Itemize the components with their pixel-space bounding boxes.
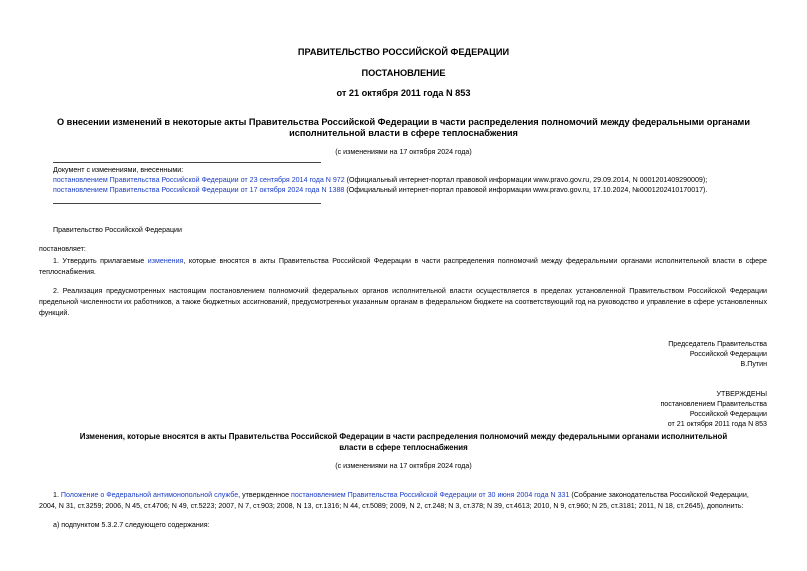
signature-position: Председатель Правительства xyxy=(668,340,767,348)
approved-date: от 21 октября 2011 года N 853 xyxy=(667,420,767,428)
amendment-link-2014[interactable]: постановлением Правительства Российской Федерации от 23 сентября 2014 года N 972 xyxy=(53,176,345,184)
government-heading: ПРАВИТЕЛЬСТВО РОССИЙСКОЙ ФЕДЕРАЦИИ xyxy=(297,47,510,57)
signature-country: Российской Федерации xyxy=(689,350,767,358)
decree-331-link[interactable]: постановлением Правительства Российской Федерации от 30 июня 2004 года N 331 xyxy=(290,491,570,499)
approved-by: постановлением Правительства xyxy=(660,400,767,408)
changes-intro: Документ с изменениями, внесенными: xyxy=(53,166,184,174)
subparagraph-a: а) подпунктом 5.3.2.7 следующего содержания: xyxy=(53,521,210,529)
changes-link[interactable]: изменения xyxy=(147,257,184,265)
changes-paragraph-1-line1: 1. Положение о Федеральной антимонопольной службе, утвержденное постановлением Правительства Российской Федерации от 30 июня 2004 года N 331 (Собрание законодательства Российской Федерации, xyxy=(53,491,749,499)
divider-bottom xyxy=(53,203,321,204)
document-title-line1: О внесении изменений в некоторые акты Правительства Российской Федерации в части распределения полномочий между федеральными органами xyxy=(56,117,751,127)
approved-country: Российской Федерации xyxy=(689,410,767,418)
signature-name: В.Путин xyxy=(740,360,767,368)
approved-heading: УТВЕРЖДЕНЫ xyxy=(716,390,767,398)
divider-top xyxy=(53,162,321,163)
edition-note: (с изменениями на 17 октября 2024 года) xyxy=(335,148,472,156)
paragraph-2: 2. Реализация предусмотренных настоящим постановлением полномочий федеральных органов исполнительной власти осуществляется в пределах установленной Правительством Российской Федерации предельной численности их работников, а также бюджетных ассигнований, предусмотренных указанным органам в федеральном бюджете на соответствующий год на руководство и управление в сфере установленных функций. xyxy=(39,287,767,317)
changes-item-1: постановлением Правительства Российской Федерации от 23 сентября 2014 года N 972 (Официальный интернет-портал правовой информации www.pravo.gov.ru, 29.09.2014, N 0001201409290009); xyxy=(53,176,708,184)
document-type: ПОСТАНОВЛЕНИЕ xyxy=(361,68,446,78)
decrees-word: постановляет: xyxy=(39,245,86,253)
amendment-link-2024[interactable]: постановлением Правительства Российской Федерации от 17 октября 2024 года N 1388 xyxy=(53,186,345,194)
changes-item-2: постановлением Правительства Российской Федерации от 17 октября 2024 года N 1388 (Официальный интернет-портал правовой информации www.pravo.gov.ru, 17.10.2024, №0001202410170017). xyxy=(53,186,708,194)
changes-edition-note: (с изменениями на 17 октября 2024 года) xyxy=(335,462,472,470)
changes-title-line2: власти в сфере теплоснабжения xyxy=(339,443,468,452)
document-title-line2: исполнительной власти в сфере теплоснабжения xyxy=(289,128,518,138)
changes-paragraph-1-line2: 2004, N 31, ст.3259; 2006, N 45, ст.4706; N 49, ст.5223; 2007, N 7, ст.903; 2008, N 13, ст.1316; N 44, ст.5089; 2009, N 2, ст.248; N 3, ст.378; N 39, ст.4613; 2010, N 9, ст.960; N 25, ст.3181; 2011, N 18, ст.2645), дополнить: xyxy=(39,502,744,510)
changes-title-line1: Изменения, которые вносятся в акты Правительства Российской Федерации в части распределения полномочий между федеральными органами исполнительной xyxy=(79,432,728,441)
paragraph-1: 1. Утвердить прилагаемые изменения, которые вносятся в акты Правительства Российской Федерации в части распределения полномочий между федеральными органами исполнительной власти в сфере теплоснабжения. xyxy=(39,257,768,276)
document-date-number: от 21 октября 2011 года N 853 xyxy=(336,88,471,98)
government-subject: Правительство Российской Федерации xyxy=(53,226,182,234)
fas-regulation-link[interactable]: Положение о Федеральной антимонопольной службе xyxy=(60,491,239,499)
